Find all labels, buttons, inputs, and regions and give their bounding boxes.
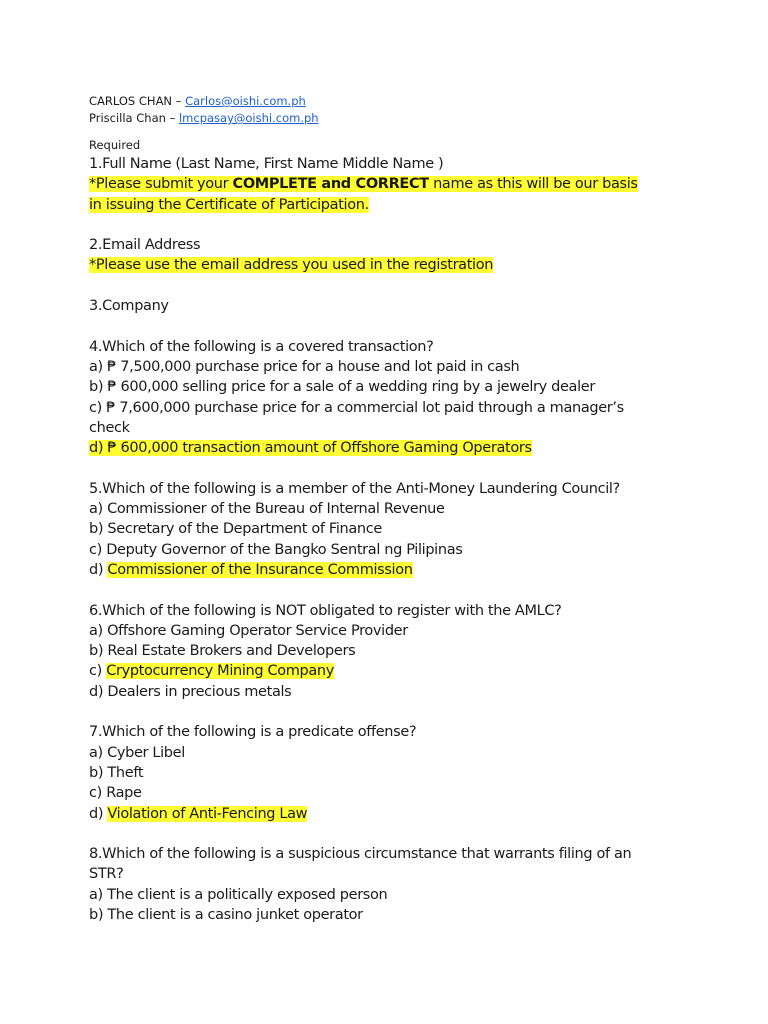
contact-carlos xyxy=(89,93,689,110)
highlight-answer: Violation of Anti-Fencing Law xyxy=(107,805,308,822)
question-4-option-d xyxy=(89,438,689,458)
question-1-note-cont xyxy=(89,195,689,215)
question-8-title: 8.Which of the following is a suspicious circumstance that warrants filing of an STR? xyxy=(89,846,632,883)
question-5-option-d xyxy=(89,560,689,580)
spacer xyxy=(89,215,689,235)
spacer xyxy=(89,316,689,336)
highlight-answer: Cryptocurrency Mining Company xyxy=(106,663,335,680)
spacer xyxy=(89,127,689,137)
contact-email-link[interactable]: lmcpasay@oishi.com.ph xyxy=(178,111,319,125)
contact-name: Priscilla Chan xyxy=(89,111,166,125)
question-5-option-c: c) Deputy Governor of the Bangko Sentral ng Pilipinas xyxy=(89,541,463,558)
question-4-option-a: a) ₱ 7,500,000 purchase price for a house and lot paid in cash xyxy=(89,358,520,375)
question-4-option-b: b) ₱ 600,000 selling price for a sale of a wedding ring by a jewelry dealer xyxy=(89,379,595,396)
contact-separator: – xyxy=(172,94,186,108)
question-6-title: 6.Which of the following is NOT obligated to register with the AMLC? xyxy=(89,602,562,619)
question-6-option-b: b) Real Estate Brokers and Developers xyxy=(89,643,356,660)
spacer xyxy=(89,702,689,722)
highlight: name as this will be our basis xyxy=(428,176,638,193)
option-prefix: d) xyxy=(89,805,108,822)
question-4-title: 4.Which of the following is a covered transaction? xyxy=(89,338,434,355)
spacer xyxy=(89,458,689,478)
question-6-option-a: a) Offshore Gaming Operator Service Provider xyxy=(89,622,408,639)
question-5-option-b: b) Secretary of the Department of Finance xyxy=(89,521,382,538)
contact-name: CARLOS CHAN xyxy=(89,94,173,108)
question-5-title: 5.Which of the following is a member of the Anti-Money Laundering Council? xyxy=(89,480,620,497)
spacer xyxy=(89,580,689,600)
contact-priscilla xyxy=(89,110,689,127)
question-8-option-a: a) The client is a politically exposed person xyxy=(89,886,388,903)
question-7-option-c: c) Rape xyxy=(89,785,142,802)
highlight-answer: d) ₱ 600,000 transaction amount of Offshore Gaming Operators xyxy=(89,440,532,457)
question-1-title: 1.Full Name (Last Name, First Name Middle Name ) xyxy=(89,156,444,172)
question-5-option-a: a) Commissioner of the Bureau of Internal Revenue xyxy=(89,501,445,518)
question-7-option-d xyxy=(89,804,689,824)
contact-separator: – xyxy=(165,111,179,125)
highlight-answer: Commissioner of the Insurance Commission xyxy=(107,561,413,578)
question-7-option-b: b) Theft xyxy=(89,764,144,781)
option-prefix: d) xyxy=(89,561,108,578)
question-6-option-c xyxy=(89,661,689,681)
required-label: Required xyxy=(89,138,141,152)
question-1-note xyxy=(89,174,689,194)
question-6-option-d: d) Dealers in precious metals xyxy=(89,683,292,700)
question-3-title: 3.Company xyxy=(89,298,169,315)
question-7-option-a: a) Cyber Libel xyxy=(89,744,185,761)
question-2-note xyxy=(89,255,689,275)
question-4-option-c: c) ₱ 7,600,000 purchase price for a commercial lot paid through a manager’s check xyxy=(89,399,624,436)
question-7-title: 7.Which of the following is a predicate offense? xyxy=(89,724,417,741)
highlight-bold: COMPLETE and CORRECT xyxy=(232,176,429,193)
spacer xyxy=(89,276,689,296)
contact-email-link[interactable]: Carlos@oishi.com.ph xyxy=(185,94,306,108)
spacer xyxy=(89,824,689,844)
highlight: in issuing the Certificate of Participation. xyxy=(89,196,369,213)
option-prefix: c) xyxy=(89,663,107,680)
document-body xyxy=(89,93,689,925)
question-8-option-b: b) The client is a casino junket operator xyxy=(89,906,363,923)
highlight: *Please use the email address you used in the registration xyxy=(89,257,494,274)
highlight: *Please submit your xyxy=(89,176,233,193)
question-2-title: 2.Email Address xyxy=(89,237,201,254)
